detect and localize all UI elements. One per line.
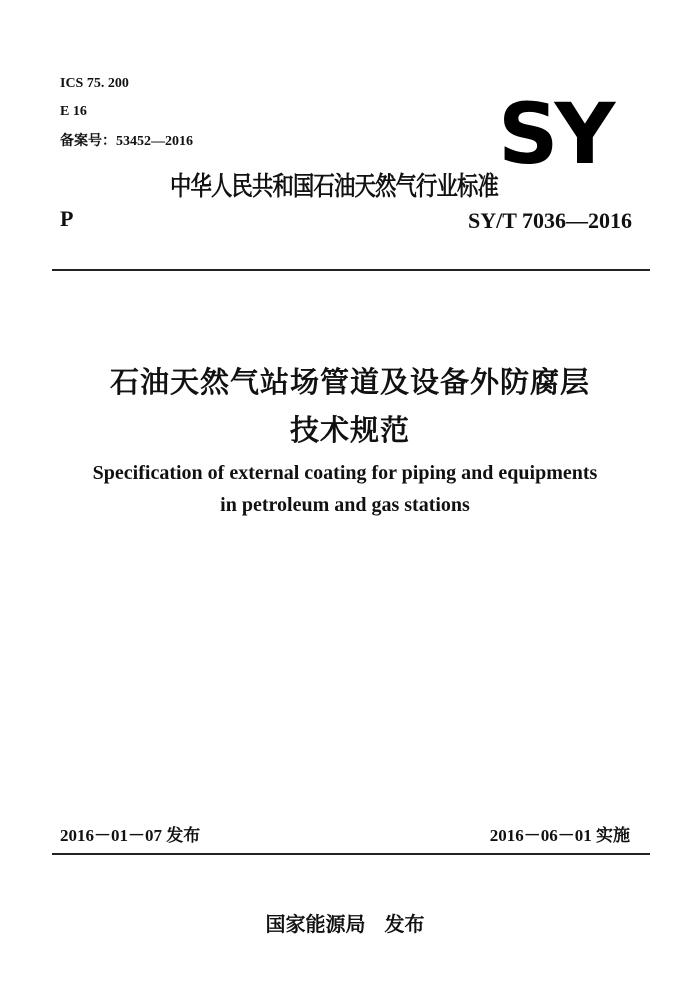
record-number: 备案号：53452—2016 [60,134,193,149]
title-english-line1: Specification of external coating for piping and equipments [92,462,598,484]
sy-logo: SY [498,85,612,183]
title-chinese-line1: 石油天然气站场管道及设备外防腐层 [109,365,590,399]
implementation-date: 2016－06－01 实施 [489,826,630,845]
title-english-line2: in petroleum and gas stations [220,494,470,516]
top-divider [52,269,650,271]
issue-date: 2016－01－07 发布 [60,826,201,845]
ics-code: ICS 75. 200 [60,76,129,91]
classification-code: E 16 [60,104,87,119]
title-chinese-line2: 技术规范 [289,413,410,447]
standard-number: SY/T 7036—2016 [467,208,632,233]
standard-name: 中华人民共和国石油天然气行业标准 [170,172,499,202]
publisher: 国家能源局 发布 [265,912,425,936]
bottom-divider [52,853,650,855]
category-letter: P [60,206,74,231]
